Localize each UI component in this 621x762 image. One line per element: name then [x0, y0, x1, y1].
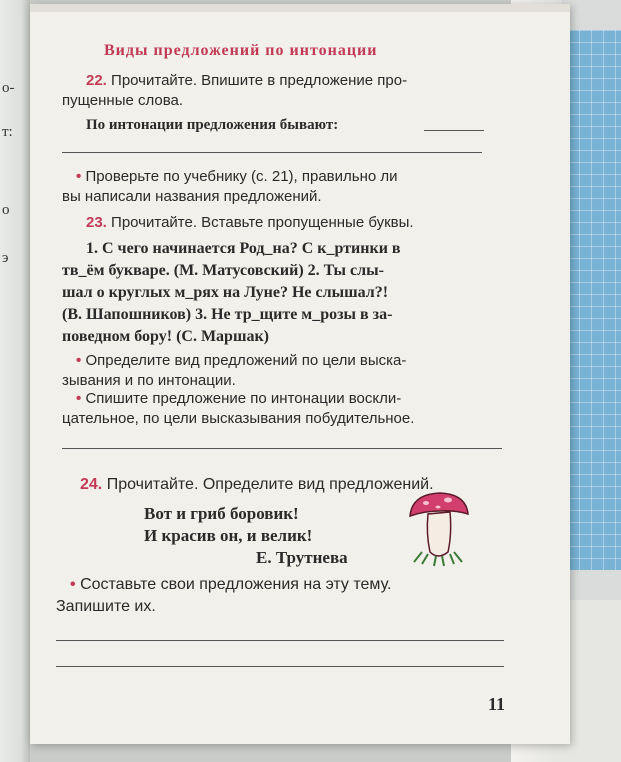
poem-line: И красив он, и велик! [144, 526, 313, 545]
ex23-instruction: Прочитайте. Вставьте пропущенные буквы. [111, 214, 414, 231]
answer-line[interactable] [424, 130, 484, 131]
left-page-edge [0, 0, 30, 762]
ex24-task-text: Составьте свои предложения на эту тему. [80, 576, 392, 593]
ex22-bullet-text: Проверьте по учебнику (с. 21), правильно ли [85, 168, 398, 185]
ex24-instruction: Прочитайте. Определите вид предложений. [106, 476, 434, 493]
ex23-title [86, 214, 414, 231]
bullet-dot: • [76, 390, 82, 407]
answer-line[interactable] [62, 448, 502, 449]
ex22-number: 22. [86, 72, 107, 89]
ex22-instruction: Прочитайте. Впишите в предложение про- [111, 72, 408, 89]
ex23-text-line: поведном бору! (С. Маршак) [62, 328, 269, 345]
answer-line[interactable] [56, 640, 504, 641]
ex24-task [70, 576, 391, 594]
bullet-dot: • [70, 576, 76, 593]
ex24-task-line2: Запишите их. [56, 598, 156, 615]
margin-glyph: о- [2, 80, 15, 96]
ex23-text-line: шал о круглых м_рях на Луне? Не слышал?! [62, 284, 389, 301]
ex22-line1 [86, 72, 407, 89]
margin-glyph: о [2, 202, 10, 218]
ex23-text-line: тв_ём букваре. (М. Матусовский) 2. Ты слы- [62, 262, 384, 279]
ex23-text-line: (В. Шапошников) 3. Не тр_щите м_розы в за- [62, 306, 393, 323]
ex22-sentence: По интонации предложения бывают: [86, 117, 339, 133]
ex23-task1-text: Определите вид предложений по цели выска- [85, 352, 407, 369]
page-heading: Виды предложений по интонации [104, 42, 378, 59]
ex23-text-line: 1. С чего начинается Род_на? С к_ртинки в [86, 240, 401, 257]
ex23-task2-line2: цательное, по цели высказывания побудительное. [62, 410, 415, 427]
ex23-task2 [76, 390, 401, 407]
ex22-bullet-line2: вы написали названия предложений. [62, 188, 322, 205]
bullet-dot: • [76, 168, 82, 185]
ex23-task1-line2: зывания и по интонации. [62, 372, 236, 389]
answer-line[interactable] [62, 152, 482, 153]
bullet-dot: • [76, 352, 82, 369]
ex23-task2-text: Спишите предложение по интонации воскли- [85, 390, 402, 407]
page-top-edge [30, 4, 570, 12]
poem-line: Вот и гриб боровик! [144, 504, 299, 523]
ex24-title [80, 476, 434, 494]
ex23-task1 [76, 352, 406, 369]
ex23-number: 23. [86, 214, 107, 231]
mushroom-illustration [404, 490, 474, 570]
ex22-bullet [76, 168, 398, 185]
ex24-number: 24. [80, 476, 103, 493]
workbook-page [30, 4, 570, 744]
margin-glyph: т: [2, 124, 13, 140]
answer-line[interactable] [56, 666, 504, 667]
poem-author: Е. Трутнева [256, 548, 348, 567]
margin-glyph: э [2, 250, 9, 266]
ex22-line2: пущенные слова. [62, 92, 184, 109]
page-number: 11 [488, 694, 506, 714]
